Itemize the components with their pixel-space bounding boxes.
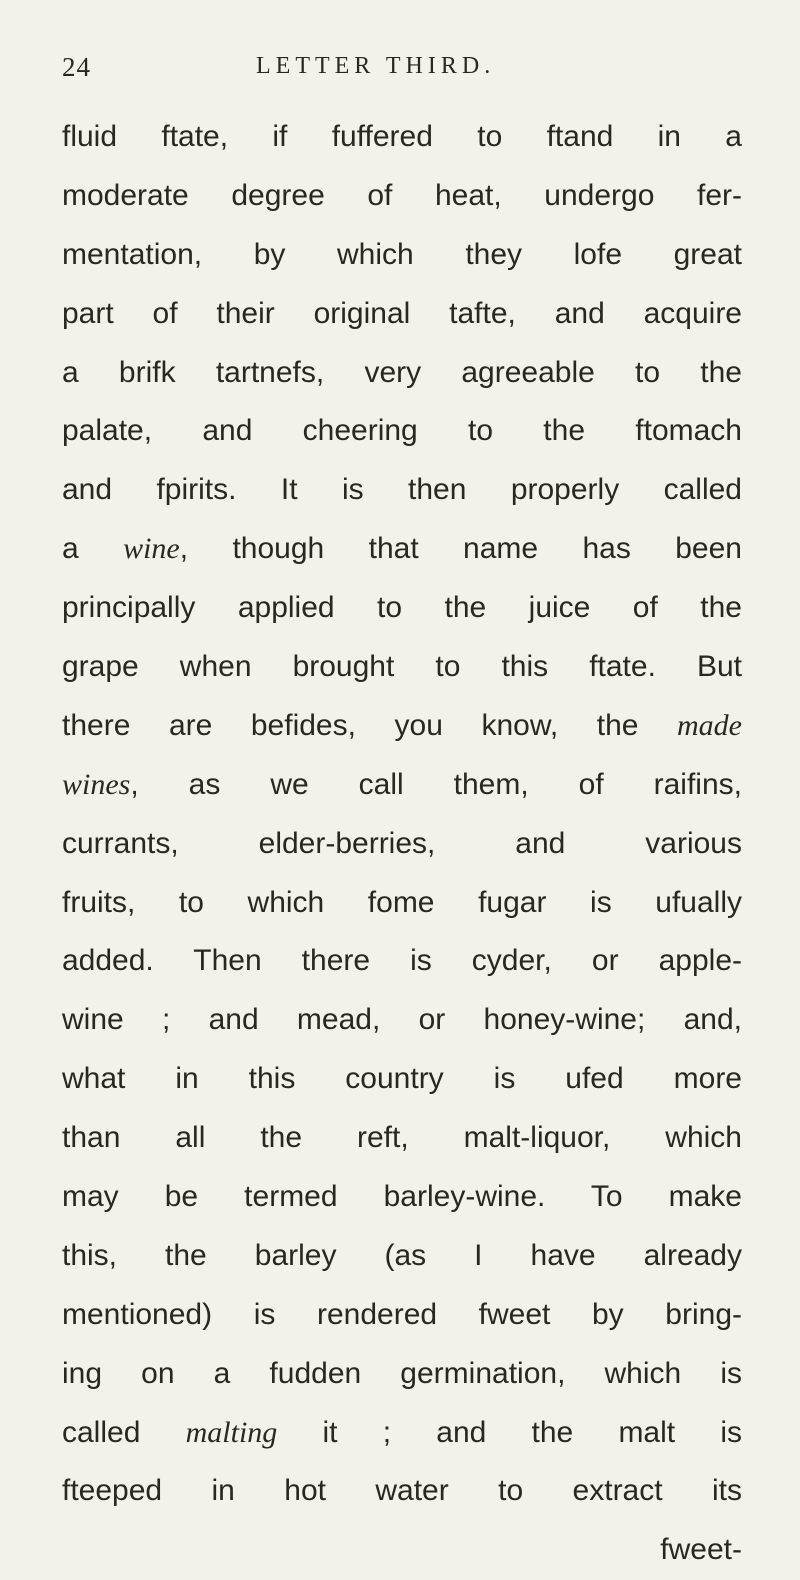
text-line: currants, elder-berries, and various bbox=[62, 826, 742, 860]
page-number: 24 bbox=[62, 52, 91, 82]
text-line: a wine, though that name has been bbox=[62, 532, 742, 566]
running-head: LETTER THIRD. bbox=[256, 53, 496, 79]
text-line: mentation, by which they lofe great bbox=[62, 237, 742, 271]
text-line: mentioned) is rendered fweet by bring- bbox=[62, 1297, 742, 1331]
text-line: added. Then there is cyder, or apple- bbox=[62, 944, 742, 978]
text-line: a brifk tartnefs, very agreeable to the bbox=[62, 355, 742, 389]
text-line: fluid ftate, if fuffered to ftand in a bbox=[62, 120, 742, 153]
catchword: fweet- bbox=[660, 1533, 742, 1567]
page-header bbox=[62, 52, 762, 92]
text-line: wines, as we call them, of raifins, bbox=[62, 767, 742, 801]
italic-word: malting bbox=[185, 1415, 278, 1449]
text-line: fruits, to which fome fugar is ufually bbox=[62, 885, 742, 919]
text-line: part of their original tafte, and acquire bbox=[62, 296, 742, 330]
text-line: ing on a fudden germination, which is bbox=[62, 1356, 742, 1390]
text-line: what in this country is ufed more bbox=[62, 1062, 742, 1096]
text-line: wine ; and mead, or honey-wine; and, bbox=[62, 1003, 742, 1037]
italic-word: wine bbox=[123, 532, 180, 566]
italic-word: wines bbox=[62, 767, 131, 801]
text-line: palate, and cheering to the ftomach bbox=[62, 414, 742, 448]
italic-word: made bbox=[677, 708, 742, 742]
body-text bbox=[62, 108, 742, 1580]
text-line: this, the barley (as I have already bbox=[62, 1238, 742, 1272]
text-line: moderate degree of heat, undergo fer- bbox=[62, 178, 742, 212]
text-line: fteeped in hot water to extract its bbox=[62, 1474, 742, 1508]
text-line: than all the reft, malt-liquor, which bbox=[62, 1121, 742, 1155]
text-line: and fpirits. It is then properly called bbox=[62, 473, 742, 507]
text-line: there are befides, you know, the made bbox=[62, 708, 742, 742]
text-line: may be termed barley-wine. To make bbox=[62, 1180, 742, 1214]
text-line: principally applied to the juice of the bbox=[62, 591, 742, 625]
text-line: grape when brought to this ftate. But bbox=[62, 650, 742, 684]
text-line: called malting it ; and the malt is bbox=[62, 1415, 743, 1449]
